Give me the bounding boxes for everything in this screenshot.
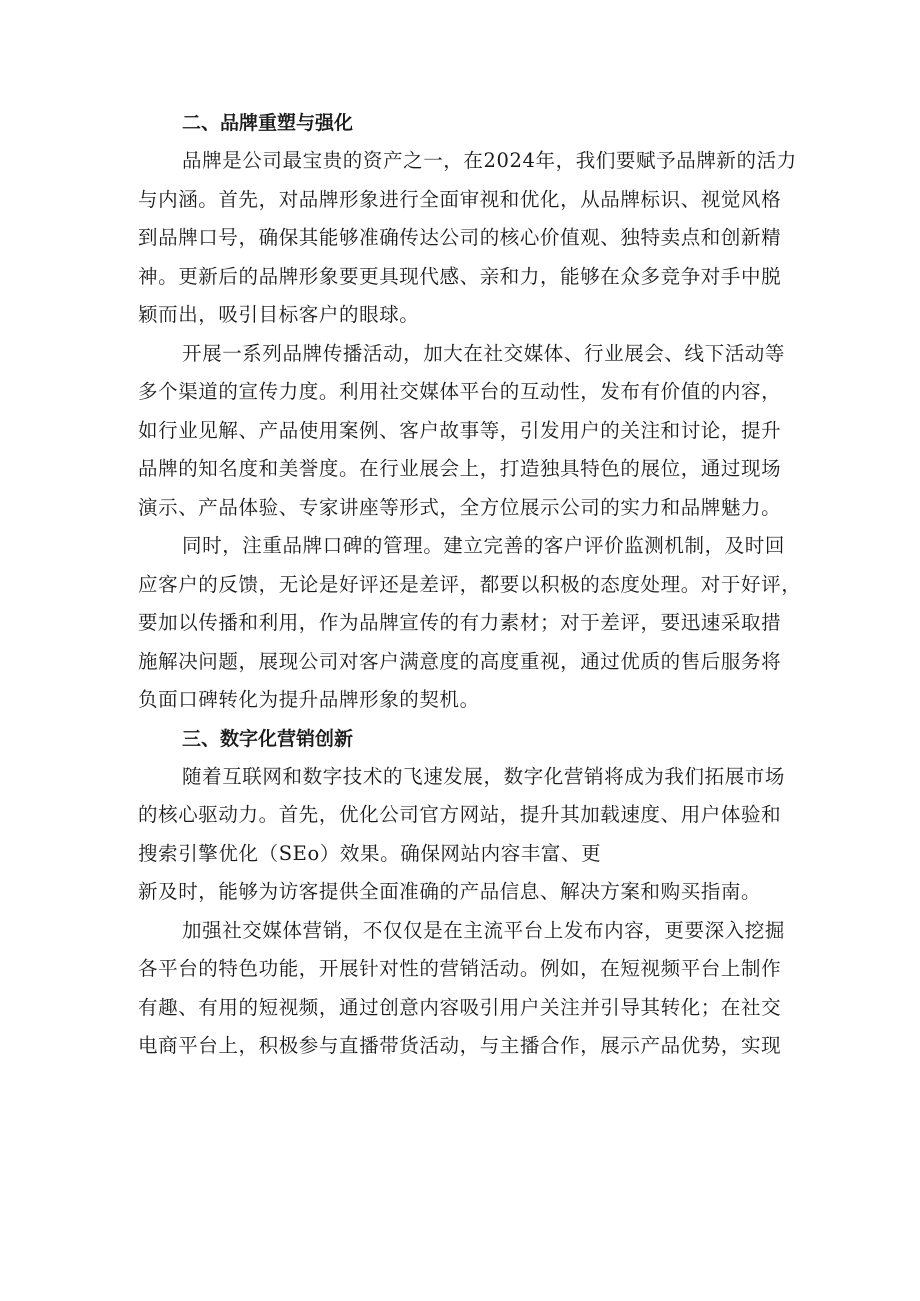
text-line: 新及时，能够为访客提供全面准确的产品信息、解决方案和购买指南。 [138,880,762,903]
text-line: 颖而出，吸引目标客户的眼球。 [138,303,420,326]
text-line: 品牌的知名度和美誉度。在行业展会上，打造独具特色的展位，通过现场 [138,457,782,480]
text-line: 施解决问题，展现公司对客户满意度的高度重视，通过优质的售后服务将 [138,649,782,673]
text-line: 加强社交媒体营销，不仅仅是在主流平台上发布内容，更要深入挖掘 [182,918,786,942]
paragraph [138,335,788,528]
paragraph [138,527,802,720]
paragraph [138,758,788,912]
section-heading-brand: 二、品牌重塑与强化 [182,112,354,134]
text-line: 与内涵。首先，对品牌形象进行全面审视和优化，从品牌标识、视觉风格 [138,187,782,211]
text-line: 品牌是公司最宝贵的资产之一，在2024年，我们要赋予品牌新的活力 [182,149,797,172]
text-line: 多个渠道的宣传力度。利用社交媒体平台的互动性，发布有价值的内容， [138,380,782,403]
text-line: 搜索引擎优化（SEo）效果。确保网站内容丰富、更 [138,841,602,865]
text-line: 演示、产品体验、专家讲座等形式，全方位展示公司的实力和品牌魅力。 [138,495,782,519]
text-line: 同时，注重品牌口碑的管理。建立完善的客户评价监测机制，及时回 [182,534,786,557]
text-line: 到品牌口号，确保其能够准确传达公司的核心价值观、独特卖点和创新精 [138,226,782,249]
text-line: 如行业见解、产品使用案例、客户故事等，引发用户的关注和讨论，提升 [138,418,782,442]
text-line: 各平台的特色功能，开展针对性的营销活动。例如，在短视频平台上制作 [138,957,782,980]
text-line: 神。更新后的品牌形象要更具现代感、亲和力，能够在众多竞争对手中脱 [138,264,782,288]
text-line: 随着互联网和数字技术的飞速发展，数字化营销将成为我们拓展市场 [182,764,786,788]
section-heading-digital-marketing: 三、数字化营销创新 [182,727,354,750]
paragraph [138,912,788,1066]
text-line: 应客户的反馈，无论是好评还是差评，都要以积极的态度处理。对于好评， [138,572,802,596]
text-line: 要加以传播和利用，作为品牌宣传的有力素材；对于差评，要迅速采取措 [138,611,782,634]
text-line: 开展一系列品牌传播活动，加大在社交媒体、行业展会、线下活动等 [182,341,786,365]
paragraph [138,142,797,335]
text-line: 电商平台上，积极参与直播带货活动，与主播合作，展示产品优势，实现 [138,1034,782,1057]
text-line: 的核心驱动力。首先，优化公司官方网站，提升其加载速度、用户体验和 [138,803,782,826]
text-line: 有趣、有用的短视频，通过创意内容吸引用户关注并引导其转化；在社交 [138,995,782,1019]
document-body [138,104,802,1066]
text-line: 负面口碑转化为提升品牌形象的契机。 [138,688,480,711]
